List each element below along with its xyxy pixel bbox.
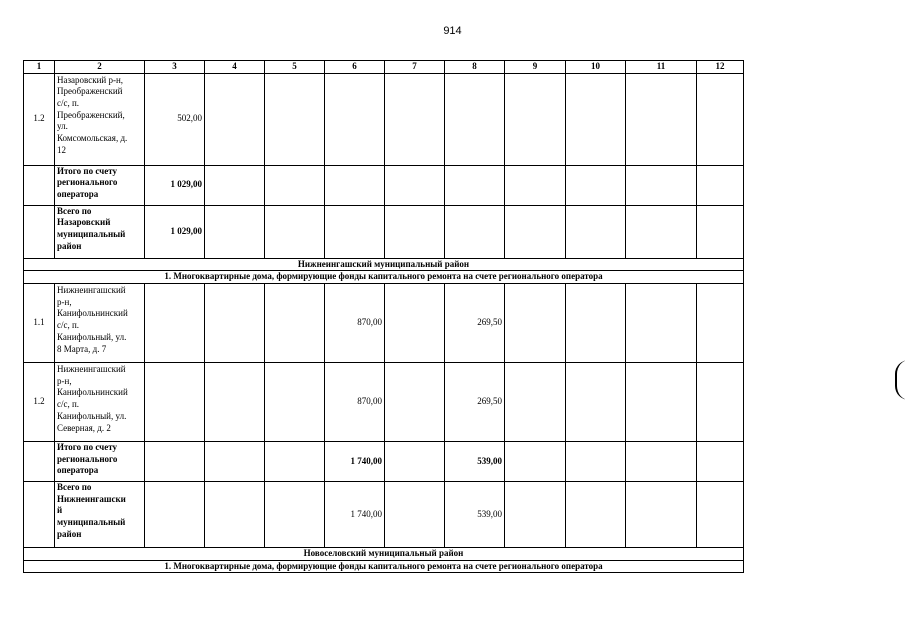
address-line: 12 [57,144,66,155]
row-number: 1.1 [24,284,55,363]
capital-repair-table [23,60,744,573]
value-cell: 870,00 [325,284,385,363]
column-header: 10 [566,61,626,74]
address-cell: Нижнеингашский р-н, Канифольнинский с/с, п. Канифольный, ул. 8 Марта, д. 7 [55,284,145,363]
section-subtitle: 1. Многоквартирные дома, формирующие фонды капитального ремонта на счете регионального оператора [24,560,744,573]
column-numbers-row [24,61,744,74]
column-header: 11 [626,61,697,74]
total-value: 1 029,00 [145,205,205,258]
district-name: Новоселовский муниципальный район [24,548,744,561]
total-row [24,205,744,258]
value-cell: 269,50 [445,363,505,442]
total-row [24,482,744,548]
column-header: 7 [385,61,445,74]
address-line: ул. [57,121,68,132]
column-header: 1 [24,61,55,74]
total-value: 1 740,00 [325,482,385,548]
table-row [24,284,744,363]
total-value: 539,00 [445,482,505,548]
section-subtitle: 1. Многоквартирные дома, формирующие фонды капитального ремонта на счете регионального оператора [24,271,744,284]
address-cell: Нижнеингашский р-н, Канифольнинский с/с, п. Канифольный, ул. Северная, д. 2 [55,363,145,442]
column-header: 6 [325,61,385,74]
total-value: 1 029,00 [145,165,205,205]
column-header: 5 [265,61,325,74]
value-cell: 269,50 [445,284,505,363]
column-header: 12 [697,61,744,74]
district-header-row [24,548,744,561]
address-cell [55,73,145,165]
district-header-row [24,258,744,271]
total-label: Итого по счету регионального оператора [55,442,145,482]
total-value: 1 740,00 [325,442,385,482]
scan-edge-mark [895,360,905,400]
address-line: с/с, п. [57,98,80,109]
total-label: Итого по счету регионального оператора [55,165,145,205]
value-cell: 870,00 [325,363,385,442]
address-line: Комсомольская, д. [57,133,128,144]
page-number: 914 [443,25,462,37]
district-name: Нижнеингашский муниципальный район [24,258,744,271]
section-subtitle-row [24,560,744,573]
address-line: Преображенский, [57,109,125,120]
column-header: 2 [55,61,145,74]
table-row [24,363,744,442]
total-label: Всего по Нижнеингашски й муниципальный район [55,482,145,548]
address-line: Преображенский [57,86,123,97]
value-cell: 502,00 [145,73,205,165]
column-header: 8 [445,61,505,74]
total-label: Всего по Назаровский муниципальный район [55,205,145,258]
column-header: 9 [505,61,566,74]
row-number: 1.2 [24,73,55,165]
column-header: 4 [205,61,265,74]
table-row [24,73,744,165]
column-header: 3 [145,61,205,74]
total-row [24,442,744,482]
section-subtitle-row [24,271,744,284]
address-line: Назаровский р-н, [57,74,124,85]
total-value: 539,00 [445,442,505,482]
total-row [24,165,744,205]
row-number: 1.2 [24,363,55,442]
